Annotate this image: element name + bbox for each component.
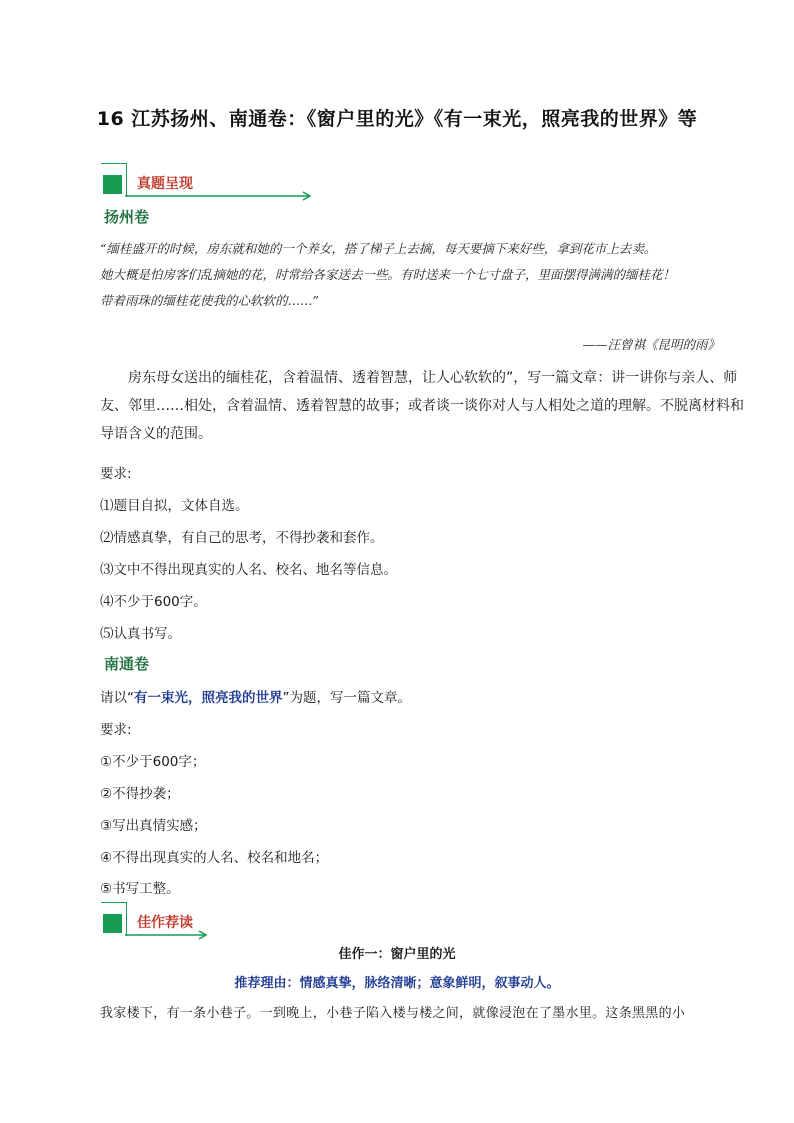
arrow-underline-icon: [125, 191, 315, 201]
prompt-line: 导语含义的范围。: [100, 426, 212, 442]
page-title: 16 江苏扬州、南通卷：《窗户里的光》《有一束光，照亮我的世界》等: [96, 108, 698, 130]
requirement-item: ①不少于600字；: [100, 754, 206, 770]
requirement-item: ⑸认真书写。: [100, 626, 181, 642]
requirement-item: ②不得抄袭；: [100, 786, 180, 802]
requirement-item: ⑷不少于600字。: [100, 594, 207, 610]
requirement-item: ⑤书写工整。: [100, 881, 180, 897]
prompt-line: 房东母女送出的缅桂花，含着温情、透着智慧，让人心软软的”，写一篇文章：讲一讲你与亲人、师: [128, 370, 738, 386]
quote-line: 带着雨珠的缅桂花使我的心软软的……”: [100, 293, 319, 308]
requirement-item: ③写出真情实感；: [100, 818, 207, 834]
yangzhou-quote: [100, 236, 722, 314]
requirement-item: ④不得出现真实的人名、校名和地名；: [100, 850, 329, 866]
recommendation-reason: 推荐理由：情感真挚，脉络清晰；意象鲜明，叙事动人。: [234, 976, 560, 991]
quote-attribution: ——汪曾祺《昆明的雨》: [582, 337, 720, 352]
nantong-heading: 南通卷: [104, 655, 150, 673]
requirements-label: 要求:: [100, 466, 132, 482]
prompt-suffix: ”为题，写一篇文章。: [282, 690, 411, 706]
yangzhou-heading: 扬州卷: [104, 208, 150, 226]
prompt-line: 友、邻里……相处，含着温情、透着智慧的故事；或者谈一谈你对人与人相处之道的理解。不脱离材料和: [100, 398, 744, 414]
arrow-underline-icon: [125, 930, 315, 940]
yangzhou-prompt-cont: [100, 392, 744, 448]
quote-line: “缅桂盛开的时候，房东就和她的一个养女，搭了梯子上去摘，每天要摘下来好些，拿到花市上去卖。: [100, 241, 657, 256]
requirement-item: ⑴题目自拟，文体自选。: [100, 498, 249, 514]
prompt-prefix: 请以“: [100, 690, 134, 706]
essay-first-line: 我家楼下，有一条小巷子。一到晚上，小巷子陷入楼与楼之间，就像浸泡在了墨水里。这条黑黑的小: [100, 1006, 686, 1021]
essay-title: 佳作一：窗户里的光: [338, 947, 456, 962]
yangzhou-prompt: [100, 364, 738, 392]
requirement-item: ⑶文中不得出现真实的人名、校名、地名等信息。: [100, 562, 397, 578]
requirement-item: ⑵情感真挚，有自己的思考，不得抄袭和套作。: [100, 530, 384, 546]
section-label: 佳作荐读: [137, 915, 193, 931]
section-header-real-questions: [101, 163, 221, 203]
prompt-title-emphasis: 有一束光，照亮我的世界: [134, 690, 283, 706]
section-label: 真题呈现: [137, 176, 193, 192]
quote-line: 她大概是怕房客们乱摘她的花，时常给各家送去一些。有时送来一个七寸盘子，里面摆得满满的缅桂花！: [100, 267, 676, 282]
nantong-prompt: [100, 686, 411, 706]
requirements-label: 要求:: [100, 722, 132, 738]
green-square-icon: [103, 914, 122, 933]
green-square-icon: [103, 175, 122, 194]
section-header-recommended: [101, 902, 221, 942]
